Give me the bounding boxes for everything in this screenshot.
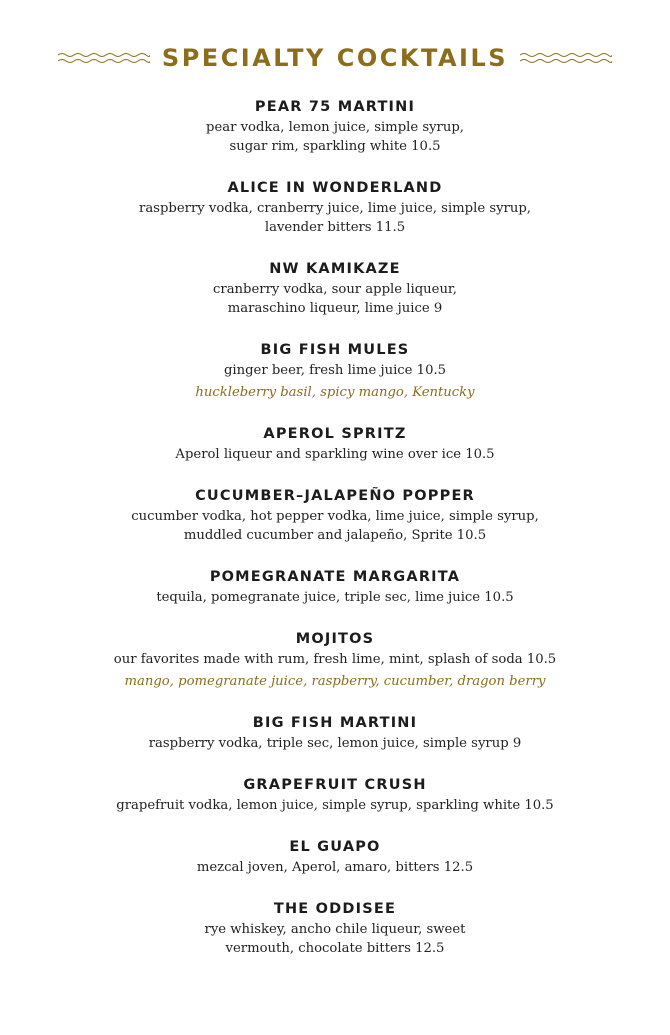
menu-item	[0, 485, 670, 545]
item-description: raspberry vodka, triple sec, lemon juice, simple syrup 9	[148, 736, 522, 751]
item-description: Aperol liqueur and sparkling wine over ice 10.5	[175, 447, 495, 462]
item-name: CUCUMBER–JALAPEÑO POPPER	[195, 488, 475, 504]
item-description: cucumber vodka, hot pepper vodka, lime juice, simple syrup,	[131, 509, 539, 524]
item-description: grapefruit vodka, lemon juice, simple syrup, sparkling white 10.5	[116, 798, 554, 813]
wave-lines-icon	[58, 50, 150, 66]
item-name: POMEGRANATE MARGARITA	[209, 569, 461, 585]
menu-item	[0, 774, 670, 815]
menu-item	[0, 177, 670, 237]
item-description: raspberry vodka, cranberry juice, lime juice, simple syrup,	[139, 201, 531, 216]
item-description: rye whiskey, ancho chile liqueur, sweet	[204, 922, 466, 937]
menu-item	[0, 96, 670, 156]
item-name: BIG FISH MARTINI	[252, 715, 418, 731]
item-description: mezcal joven, Aperol, amaro, bitters 12.5	[196, 860, 474, 875]
menu-item	[0, 712, 670, 753]
item-name: NW KAMIKAZE	[269, 261, 401, 277]
item-flavors: mango, pomegranate juice, raspberry, cucumber, dragon berry	[124, 674, 546, 689]
item-description: ginger beer, fresh lime juice 10.5	[223, 363, 447, 378]
item-name: THE ODDISEE	[273, 901, 397, 917]
item-name: BIG FISH MULES	[260, 342, 410, 358]
menu-item	[0, 566, 670, 607]
menu-item	[0, 339, 670, 402]
menu-header	[0, 40, 670, 76]
item-name: PEAR 75 MARTINI	[254, 99, 416, 115]
menu-item	[0, 836, 670, 877]
item-description: lavender bitters 11.5	[264, 220, 406, 235]
item-name: GRAPEFRUIT CRUSH	[243, 777, 427, 793]
item-description: vermouth, chocolate bitters 12.5	[225, 941, 445, 956]
item-description: muddled cucumber and jalapeño, Sprite 10.5	[183, 528, 487, 543]
item-description: tequila, pomegranate juice, triple sec, lime juice 10.5	[156, 590, 514, 605]
menu-item	[0, 898, 670, 958]
item-name: MOJITOS	[295, 631, 375, 647]
menu-item	[0, 628, 670, 691]
item-description: sugar rim, sparkling white 10.5	[229, 139, 441, 154]
item-name: EL GUAPO	[289, 839, 381, 855]
item-description: our favorites made with rum, fresh lime, mint, splash of soda 10.5	[113, 652, 557, 667]
wave-lines-icon	[520, 50, 612, 66]
item-description: pear vodka, lemon juice, simple syrup,	[206, 120, 464, 135]
cocktail-list	[0, 96, 670, 979]
item-name: APEROL SPRITZ	[263, 426, 407, 442]
menu-item	[0, 423, 670, 464]
item-description: maraschino liqueur, lime juice 9	[227, 301, 443, 316]
item-flavors: huckleberry basil, spicy mango, Kentucky	[195, 385, 475, 400]
item-description: cranberry vodka, sour apple liqueur,	[213, 282, 457, 297]
item-name: ALICE IN WONDERLAND	[227, 180, 443, 196]
menu-item	[0, 258, 670, 318]
menu-title: SPECIALTY COCKTAILS	[161, 44, 509, 72]
